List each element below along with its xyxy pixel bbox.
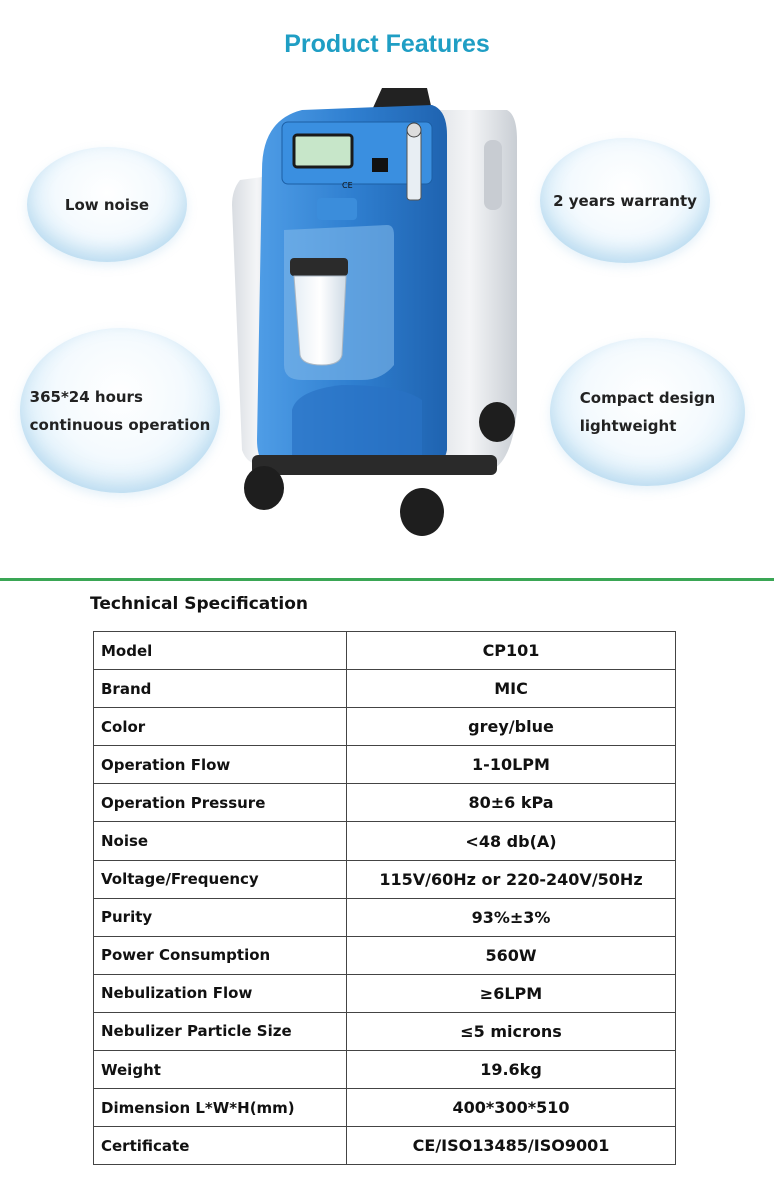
table-row xyxy=(94,1012,676,1050)
feature-bubble-warranty xyxy=(540,138,710,263)
feature-bubble-continuous-operation xyxy=(20,328,220,493)
feature-text: Compact design lightweight xyxy=(579,389,716,435)
spec-value: CE/ISO13485/ISO9001 xyxy=(347,1127,676,1165)
spec-value: 80±6 kPa xyxy=(347,784,676,822)
table-row xyxy=(94,1089,676,1127)
spec-key: Nebulization Flow xyxy=(94,974,347,1012)
spec-value: CP101 xyxy=(347,632,676,670)
spec-value: 93%±3% xyxy=(347,898,676,936)
table-row xyxy=(94,974,676,1012)
spec-value: grey/blue xyxy=(347,708,676,746)
spec-key: Power Consumption xyxy=(94,936,347,974)
flow-knob xyxy=(407,123,421,137)
section-divider xyxy=(0,578,774,581)
feature-text: 365*24 hours continuous operation xyxy=(29,387,211,434)
table-row xyxy=(94,898,676,936)
spec-key: Voltage/Frequency xyxy=(94,860,347,898)
table-row xyxy=(94,632,676,670)
table-row xyxy=(94,1127,676,1165)
spec-key: Brand xyxy=(94,670,347,708)
humidifier-cap xyxy=(290,258,348,276)
feature-text: 2 years warranty xyxy=(553,191,697,210)
spec-value: ≥6LPM xyxy=(347,974,676,1012)
spec-key: Weight xyxy=(94,1051,347,1089)
spec-value: <48 db(A) xyxy=(347,822,676,860)
spec-key: Noise xyxy=(94,822,347,860)
spec-value: ≤5 microns xyxy=(347,1012,676,1050)
table-row xyxy=(94,860,676,898)
spec-key: Purity xyxy=(94,898,347,936)
table-row xyxy=(94,1051,676,1089)
spec-key: Nebulizer Particle Size xyxy=(94,1012,347,1050)
spec-value: MIC xyxy=(347,670,676,708)
power-switch xyxy=(372,158,388,172)
spec-key: Color xyxy=(94,708,347,746)
table-row xyxy=(94,936,676,974)
ce-mark: CE xyxy=(342,181,353,190)
feature-bubble-low-noise xyxy=(27,147,187,262)
base xyxy=(252,455,497,475)
oxygen-concentrator-image xyxy=(222,80,522,540)
spec-value: 1-10LPM xyxy=(347,746,676,784)
spec-value: 115V/60Hz or 220-240V/50Hz xyxy=(347,860,676,898)
spec-key: Certificate xyxy=(94,1127,347,1165)
outlet-nozzle xyxy=(317,198,357,220)
spec-value: 400*300*510 xyxy=(347,1089,676,1127)
display-screen xyxy=(294,135,352,167)
table-row xyxy=(94,784,676,822)
flowmeter xyxy=(407,130,421,200)
spec-value: 19.6kg xyxy=(347,1051,676,1089)
table-row xyxy=(94,822,676,860)
spec-key: Model xyxy=(94,632,347,670)
table-row xyxy=(94,746,676,784)
feature-bubble-compact-design xyxy=(550,338,745,486)
spec-title: Technical Specification xyxy=(90,594,309,614)
side-grip xyxy=(484,140,502,210)
table-row xyxy=(94,708,676,746)
spec-table xyxy=(93,631,676,1165)
spec-value: 560W xyxy=(347,936,676,974)
spec-key: Operation Flow xyxy=(94,746,347,784)
humidifier-bottle xyxy=(294,276,346,365)
spec-key: Dimension L*W*H(mm) xyxy=(94,1089,347,1127)
feature-text: Low noise xyxy=(64,195,150,214)
table-row xyxy=(94,670,676,708)
page-title: Product Features xyxy=(284,30,490,58)
spec-key: Operation Pressure xyxy=(94,784,347,822)
